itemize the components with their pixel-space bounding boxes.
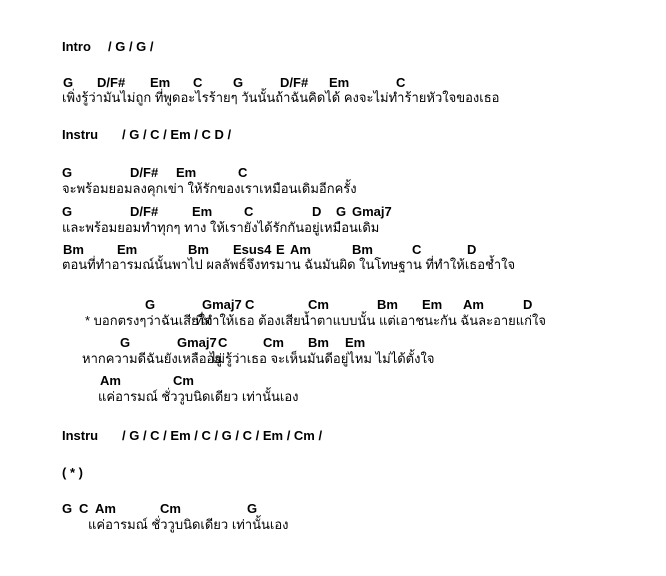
chord: G [62, 501, 73, 516]
lyric: และพร้อมยอมทำทุกๆ ทาง ให้เรายังได้รักกันอยู่เหมือนเดิม [62, 220, 380, 235]
verse2-lyric-line-1 [0, 180, 666, 198]
chord: C [412, 242, 422, 257]
chorus-lyric-line-3 [0, 388, 666, 406]
chord: Em [422, 297, 443, 312]
chord: D/F# [130, 204, 159, 219]
chord: C [193, 75, 203, 90]
chorus-lyric-line-2 [0, 350, 666, 368]
verse2-lyric-line-3 [0, 256, 666, 274]
chord: Cm [160, 501, 181, 516]
chord: G [62, 165, 73, 180]
chord: D/F# [130, 165, 159, 180]
section-label: Intro [62, 39, 91, 54]
verse2-lyric-line-2 [0, 219, 666, 237]
chord: D/F# [97, 75, 126, 90]
chord: Em [192, 204, 213, 219]
repeat-mark-line [0, 464, 666, 482]
lyric: จะพร้อมยอมลงคุกเข่า ให้รักของเราเหมือนเดิมอีกครั้ง [62, 181, 357, 196]
chord: D [467, 242, 477, 257]
chorus-lyric-line-1 [0, 312, 666, 330]
intro-line [0, 38, 666, 56]
chord: D [523, 297, 533, 312]
chord: Bm [377, 297, 398, 312]
section-label: Instru [62, 127, 99, 142]
instru1-line [0, 126, 666, 144]
section-label: Instru [62, 428, 99, 443]
chord: G [62, 204, 73, 219]
outro-lyric-line [0, 516, 666, 534]
chord: Gmaj7 [202, 297, 242, 312]
repeat-mark: ( * ) [62, 465, 83, 480]
chord: G [145, 297, 156, 312]
chord: C [218, 335, 228, 350]
chord: C [79, 501, 89, 516]
chord: Gmaj7 [177, 335, 217, 350]
chord: G [336, 204, 347, 219]
lyric: ไม่รู้ว่าเธอ จะเห็นมันดีอยู่ไหม ไม่ได้ตั้งใจ [210, 351, 435, 366]
chord: C [396, 75, 406, 90]
chord: Bm [63, 242, 84, 257]
lyric: แค่อารมณ์ ชั่ววูบนิดเดียว เท่านั้นเอง [98, 389, 299, 404]
chord: Am [95, 501, 116, 516]
chord: D [312, 204, 322, 219]
chord: Bm [188, 242, 209, 257]
chord: Cm [308, 297, 329, 312]
chord: C [245, 297, 255, 312]
chord: G [63, 75, 74, 90]
lyric: หากความดีฉันยังเหลืออยู่ [82, 351, 222, 366]
chord: D/F# [280, 75, 309, 90]
chord: Gmaj7 [352, 204, 392, 219]
chord: C [238, 165, 248, 180]
chord: G [247, 501, 258, 516]
chord: Cm [263, 335, 284, 350]
chord: G [233, 75, 244, 90]
chord: Am [463, 297, 484, 312]
chord: Em [345, 335, 366, 350]
verse1-lyric-line [0, 89, 666, 107]
chord: Bm [308, 335, 329, 350]
chord: G [120, 335, 131, 350]
chord: Am [100, 373, 121, 388]
lyric: เพิ่งรู้ว่ามันไม่ถูก ที่พูดอะไรร้ายๆ วันนั้นถ้าฉันคิดได้ คงจะไม่ทำร้ายหัวใจของเธอ [62, 90, 500, 105]
chord: C [244, 204, 254, 219]
lyric: ตอนที่ทำอารมณ์นั้นพาไป ผลลัพธ์จึงทรมาน ฉันมันผิด ในโทษฐาน ที่ทำให้เธอช้ำใจ [62, 257, 516, 272]
instru2-line [0, 427, 666, 445]
chord: Em [176, 165, 197, 180]
chord-progression: / G / C / Em / C / G / C / Em / Cm / [122, 428, 323, 443]
chord: Bm [352, 242, 373, 257]
lyric: * บอกตรงๆว่าฉันเสียใจ [85, 313, 213, 328]
lyric: แค่อารมณ์ ชั่ววูบนิดเดียว เท่านั้นเอง [88, 517, 289, 532]
chord: Cm [173, 373, 194, 388]
chord: Em [117, 242, 138, 257]
chord-progression: / G / G / [108, 39, 154, 54]
chord: Esus4 [233, 242, 272, 257]
chord: Em [150, 75, 171, 90]
chord: Em [329, 75, 350, 90]
chord: E [276, 242, 285, 257]
lyric: ที่ทำให้เธอ ต้องเสียน้ำตาแบบนั้น แต่เอาชนะกัน ฉันละอายแก่ใจ [195, 313, 547, 328]
chord-progression: / G / C / Em / C D / [122, 127, 232, 142]
chord: Am [290, 242, 311, 257]
